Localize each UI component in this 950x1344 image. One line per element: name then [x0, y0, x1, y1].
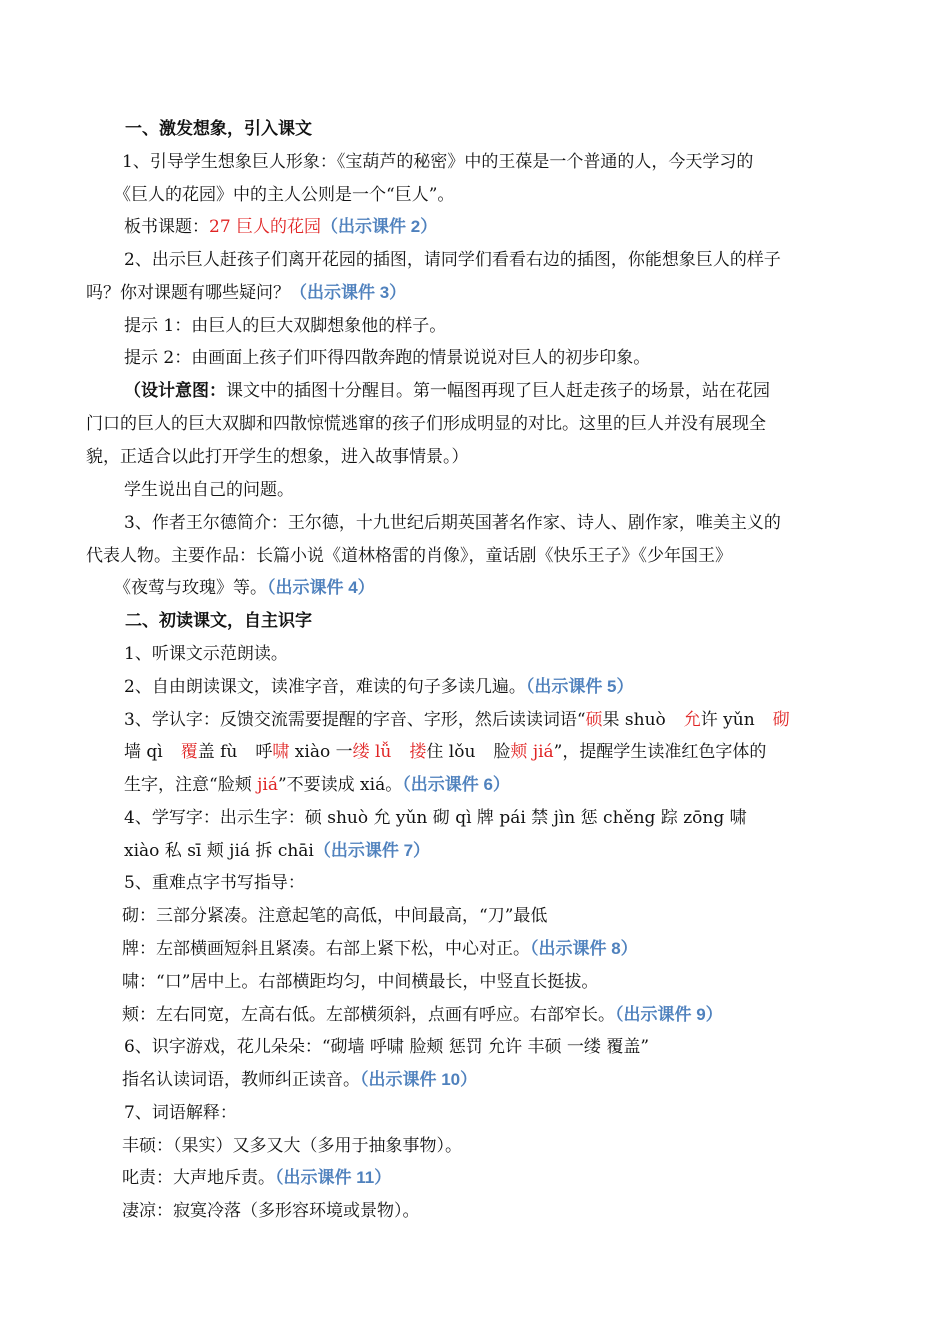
step-2-text: 2、自由朗读课文，读准字音，难读的句子多读几遍。 — [124, 677, 526, 697]
courseware-ref: （出示课件 10） — [360, 1070, 478, 1089]
paragraph-2-line-2 — [86, 282, 406, 304]
step-3-line-3 — [124, 774, 510, 796]
step-3-note-end: ”不要读成 xiá。 — [277, 775, 403, 795]
hint-1: 提示 1：由巨人的巨大双脚想象他的样子。 — [124, 316, 447, 336]
section-1-heading: 一、激发想象，引入课文 — [125, 119, 312, 139]
step-7-line: 7、词语解释： — [124, 1103, 237, 1123]
guide-pai — [122, 938, 638, 960]
red-pinyin: lǚ — [369, 742, 392, 762]
author-intro-line-1: 3、作者王尔德简介：王尔德，十九世纪后期英国著名作家、诗人、剧作家，唯美主义的 — [124, 513, 781, 533]
paragraph-1-line-1: 1、引导学生想象巨人形象：《宝葫芦的秘密》中的王葆是一个普通的人，今天学习的 — [122, 152, 754, 172]
red-char: 砌 — [772, 710, 790, 730]
step-4-chars: xiào 私 sī 颊 jiá 拆 chāi — [124, 841, 314, 861]
guide-jia-text: 颊：左右同宽，左高右低。左部横须斜，点画有呼应。右部窄长。 — [122, 1005, 615, 1025]
section-2-heading: 二、初读课文，自主识字 — [125, 611, 312, 631]
board-title-line — [124, 216, 437, 238]
author-intro-line-3 — [114, 577, 375, 599]
courseware-ref: （出示课件 5） — [525, 677, 634, 696]
word-pinyin: xiào 一 — [289, 742, 353, 762]
hint-2: 提示 2：由画面上孩子们吓得四散奔跑的情景说说对巨人的初步印象。 — [124, 348, 651, 368]
guide-qi: 砌：三部分紧凑。注意起笔的高低，中间最高，“刀”最低 — [122, 906, 548, 926]
guide-jia — [122, 1004, 723, 1026]
author-works: 《夜莺与玫瑰》等。 — [114, 578, 267, 598]
word-pinyin: 许 yǔn — [700, 710, 755, 730]
definition-fengshuo: 丰硕：（果实）又多又大（多用于抽象事物）。 — [122, 1136, 462, 1156]
red-char: 硕 — [585, 710, 603, 730]
step-4-line-2 — [124, 840, 430, 862]
step-2-line — [124, 676, 634, 698]
board-title-text: 27 巨人的花园 — [209, 217, 322, 237]
definition-chize-text: 叱责：大声地斥责。 — [122, 1168, 275, 1188]
red-char: 允 — [683, 710, 701, 730]
paragraph-2-line-1: 2、出示巨人赶孩子们离开花园的插图，请同学们看看右边的插图，你能想象巨人的样子 — [124, 250, 781, 270]
definition-qiliang: 凄凉：寂寞冷落（多形容环境或景物）。 — [122, 1201, 420, 1221]
guide-xiao: 啸：“口”居中上。右部横距均匀，中间横最长，中竖直长挺拔。 — [122, 972, 599, 992]
word-pinyin: 果 shuò — [602, 710, 666, 730]
courseware-ref: （出示课件 4） — [267, 578, 375, 597]
word-char: 呼 — [255, 742, 273, 762]
courseware-ref: （出示课件 6） — [402, 775, 510, 794]
courseware-ref: （出示课件 8） — [530, 939, 638, 958]
courseware-ref: （出示课件 9） — [615, 1005, 723, 1024]
courseware-ref: （出示课件 11） — [275, 1168, 392, 1187]
paragraph-1-line-2: 《巨人的花园》中的主人公则是一个“巨人”。 — [114, 185, 455, 205]
word-pinyin: 盖 fù — [197, 742, 238, 762]
word-pinyin: 墙 qì — [124, 742, 163, 762]
definition-chize — [122, 1167, 391, 1189]
courseware-ref: （出示课件 2） — [321, 217, 438, 236]
step-3-note: 生字，注意“脸颊 — [124, 775, 258, 795]
red-char: 啸 — [272, 742, 290, 762]
red-pinyin: jiá — [257, 775, 278, 795]
design-intent-label: （设计意图： — [124, 381, 226, 401]
step-6-text: 指名认读词语，教师纠正读音。 — [122, 1070, 360, 1090]
step-3-intro: 3、学认字：反馈交流需要提醒的字音、字形，然后读读词语“ — [124, 710, 586, 730]
courseware-ref: （出示课件 3） — [290, 283, 407, 302]
step-6-line-2 — [122, 1069, 477, 1091]
guide-pai-text: 牌：左部横画短斜且紧凑。右部上紧下松，中心对正。 — [122, 939, 530, 959]
red-char: 搂 — [409, 742, 427, 762]
red-char: 缕 — [352, 742, 370, 762]
design-intent-line-3: 貌，正适合以此打开学生的想象，进入故事情景。） — [86, 447, 469, 467]
step-3-reminder: ”，提醒学生读准红色字体的 — [553, 742, 767, 762]
step-3-line-1 — [124, 709, 790, 731]
red-pinyin: jiá — [527, 742, 554, 762]
courseware-ref: （出示课件 7） — [313, 841, 431, 860]
word-char: 脸 — [493, 742, 511, 762]
red-char: 颊 — [510, 742, 528, 762]
author-intro-line-2: 代表人物。主要作品：长篇小说《道林格雷的肖像》，童话剧《快乐王子》《少年国王》 — [86, 546, 732, 566]
step-5-line: 5、重难点字书写指导： — [124, 873, 305, 893]
paragraph-2-question: 吗？你对课题有哪些疑问？ — [86, 283, 290, 303]
step-3-line-2 — [124, 741, 766, 763]
students-ask-line: 学生说出自己的问题。 — [124, 480, 294, 500]
red-char: 覆 — [180, 742, 198, 762]
step-6-line-1: 6、识字游戏，花儿朵朵：“砌墙 呼啸 脸颊 惩罚 允许 丰硕 一缕 覆盖” — [124, 1037, 650, 1057]
design-intent-line-2: 门口的巨人的巨大双脚和四散惊慌逃窜的孩子们形成明显的对比。这里的巨人并没有展现全 — [86, 414, 766, 434]
word-pinyin: 住 lǒu — [426, 742, 476, 762]
design-intent-text: 课文中的插图十分醒目。第一幅图再现了巨人赶走孩子的场景，站在花园 — [226, 381, 770, 401]
step-1-line: 1、听课文示范朗读。 — [124, 644, 288, 664]
step-4-line-1: 4、学写字：出示生字：硕 shuò 允 yǔn 砌 qì 牌 pái 禁 jìn 惩 chěng 踪 zōng 啸 — [124, 808, 747, 828]
board-title-prefix: 板书课题： — [124, 217, 209, 237]
design-intent-line-1 — [124, 380, 770, 402]
